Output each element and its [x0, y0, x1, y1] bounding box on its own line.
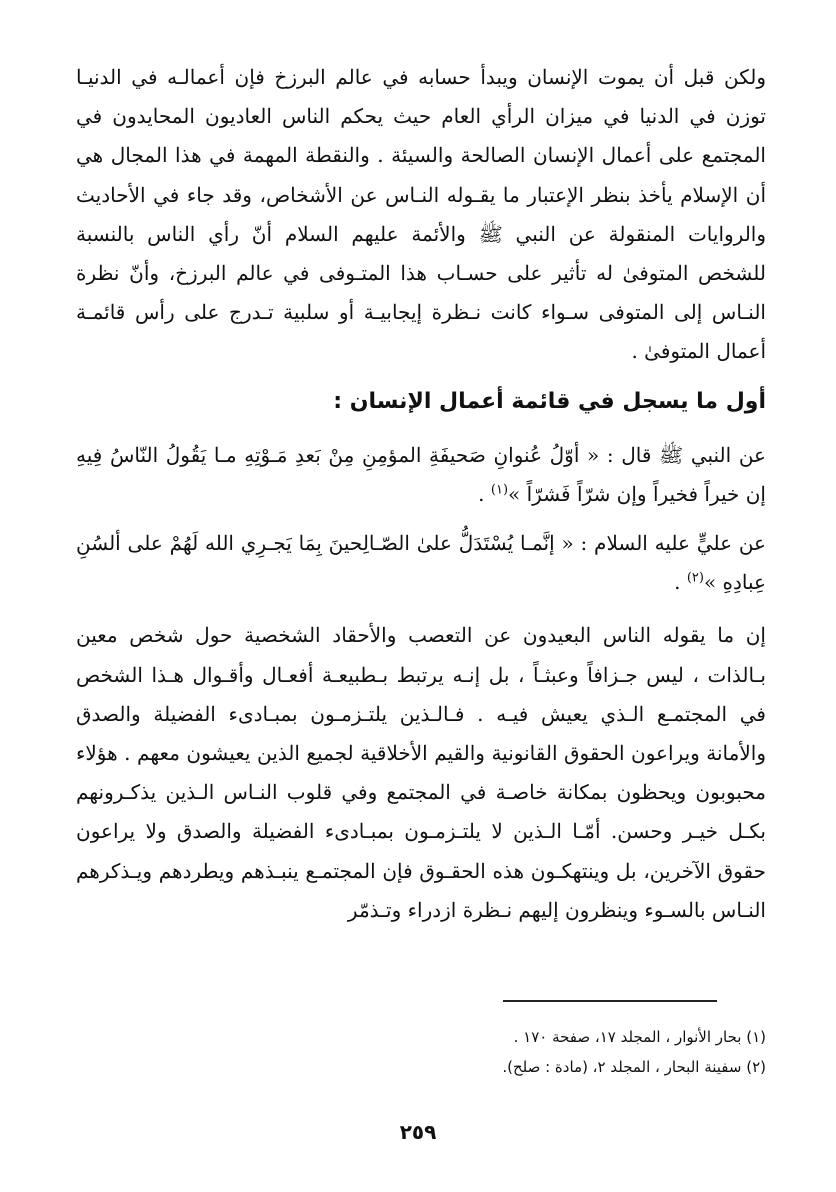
footnote-ref-2[interactable]: (٢)	[686, 570, 704, 586]
hadith-prophet	[76, 436, 766, 514]
footnote-2: (٢) سفينة البحار ، المجلد ٢، (مادة : صلح).	[502, 1058, 766, 1076]
main-text	[76, 58, 766, 930]
section-heading: أول ما يسجل في قائمة أعمال الإنسان :	[333, 388, 766, 414]
hadith-prophet-text: عن النبي ﷺ قال : « أوّلُ عُنوانِ صَحيفَةِ المؤمِنِ مِنْ بَعدِ مَـوْتِهِ مـا يَقُولُ النّاسُ فِيهِ إن خيراً فخيراً وإن شرّاً فَشرّاً »	[76, 442, 766, 506]
hadith-prophet-end: .	[478, 481, 485, 506]
page-number: ٢٥٩	[399, 1120, 437, 1144]
paragraph-2: إن ما يقوله الناس البعيدون عن التعصب والأحقاد الشخصية حول شخص معين بـالذات ، ليس جـزافاً وعبثـاً ، بل إنـه يرتبط بـطبيعـة أفعـال وأقـوال هـذا الشخص في المجتمـع الـذي يعيش فيـه . فـالـذين يلتـزمـون بمبـادىء الفضيلة والصدق والأمانة ويراعون الحقوق القانونية والقيم الأخلاقية لجميع الذين يعيشون معهم . هؤلاء محبوبون ويحظون بمكانة خاصـة في المجتمع وفي قلوب النـاس الـذين يذكـرونهم بكـل خيـر وحسن. أمّـا الـذين لا يلتـزمـون بمبـادىء الفضيلة والصدق ولا يراعون حقوق الآخرين، بل وينتهكـون هذه الحقـوق فإن المجتمـع ينبـذهم ويطردهم ويـذكرهم النـاس بالسـوء وينظرون إليهم نـظرة ازدراء وتـذمّر	[76, 623, 766, 922]
paragraph-1: ولكن قبل أن يموت الإنسان ويبدأ حسابه في عالم البرزخ فإن أعمالـه في الدنيـا توزن في الدنيا في ميزان الرأي العام حيث يحكم الناس العاديون المحايدون في المجتمع على أعمال الإنسان الصالحة والسيئة . والنقطة المهمة في هذا المجال هي أن الإسلام يأخذ بنظر الإعتبار ما يقـوله النـاس عن الأشخاص، وقد جاء في الأحاديث والروايات المنقولة عن النبي ﷺ والأئمة عليهم السلام أنّ رأي الناس بالنسبة للشخص المتوفىٰ له تأثير على حسـاب هذا المتـوفى في عالم البرزخ، وأنّ نظرة النـاس إلى المتوفى سـواء كانت نـظرة إيجابيـة أو سلبية تـدرج على رأس قائمـة أعمال المتوفىٰ .	[76, 65, 767, 364]
footnote-divider	[503, 1000, 717, 1002]
footnote-1: (١) بحار الأنوار ، المجلد ١٧، صفحة ١٧٠ .	[513, 1028, 766, 1046]
hadith-ali-text: عن عليٍّ عليه السلام : « إنَّمـا يُسْتَدَلُّ علىٰ الصّـالِحينَ بِمَا يَجـرِي الله لَهُمْ على ألسُنِ عِبادِهِ »	[76, 531, 766, 595]
footnotes	[76, 1022, 766, 1082]
footnote-ref-1[interactable]: (١)	[490, 482, 509, 498]
hadith-ali-end: .	[674, 570, 681, 595]
hadith-ali	[76, 524, 766, 602]
